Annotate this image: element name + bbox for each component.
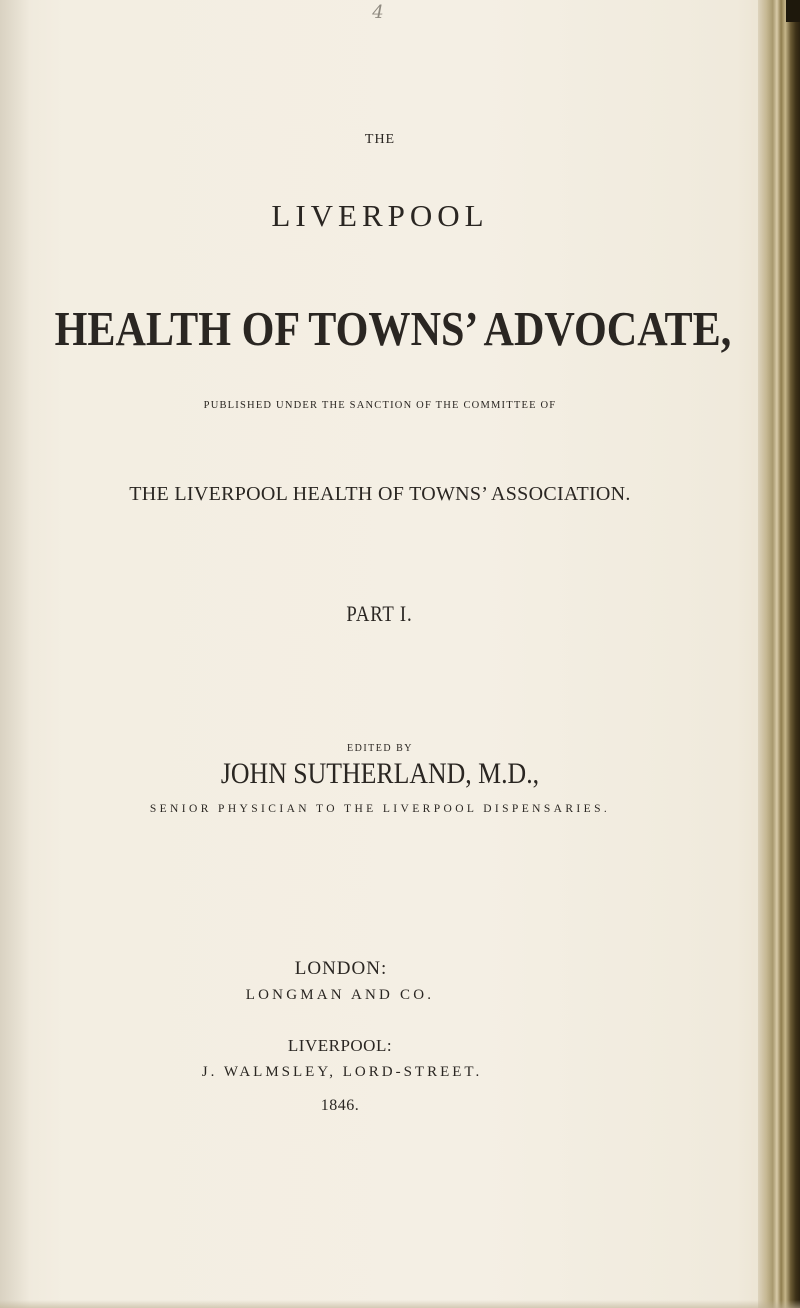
spine-top-corner [786,0,800,22]
imprint-liverpool-label: LIVERPOOL: [287,1036,393,1055]
published-under-line: PUBLISHED UNDER THE SANCTION OF THE COMMITTEE OF [203,400,557,411]
main-title: HEALTH OF TOWNS’ ADVOCATE, [54,301,732,356]
imprint-london-label: LONDON: [294,958,388,979]
association-name: THE LIVERPOOL HEALTH OF TOWNS’ ASSOCIATION. [129,483,631,505]
editor-role: SENIOR PHYSICIAN TO THE LIVERPOOL DISPENSARIES. [149,803,611,815]
title-city: LIVERPOOL [271,198,489,233]
handwritten-page-mark: 4 [372,2,384,23]
edited-by-label: EDITED BY [347,743,413,754]
page-bottom-edge [0,1300,800,1308]
part-number: PART I. [346,601,413,626]
title-article: THE [364,132,396,147]
imprint-london-publisher: LONGMAN AND CO. [245,987,435,1003]
editor-name: JOHN SUTHERLAND, M.D., [220,757,540,790]
imprint-year: 1846. [320,1097,360,1114]
imprint-liverpool-publisher: J. WALMSLEY, LORD-STREET. [201,1064,483,1080]
book-spine-edge [758,0,800,1308]
